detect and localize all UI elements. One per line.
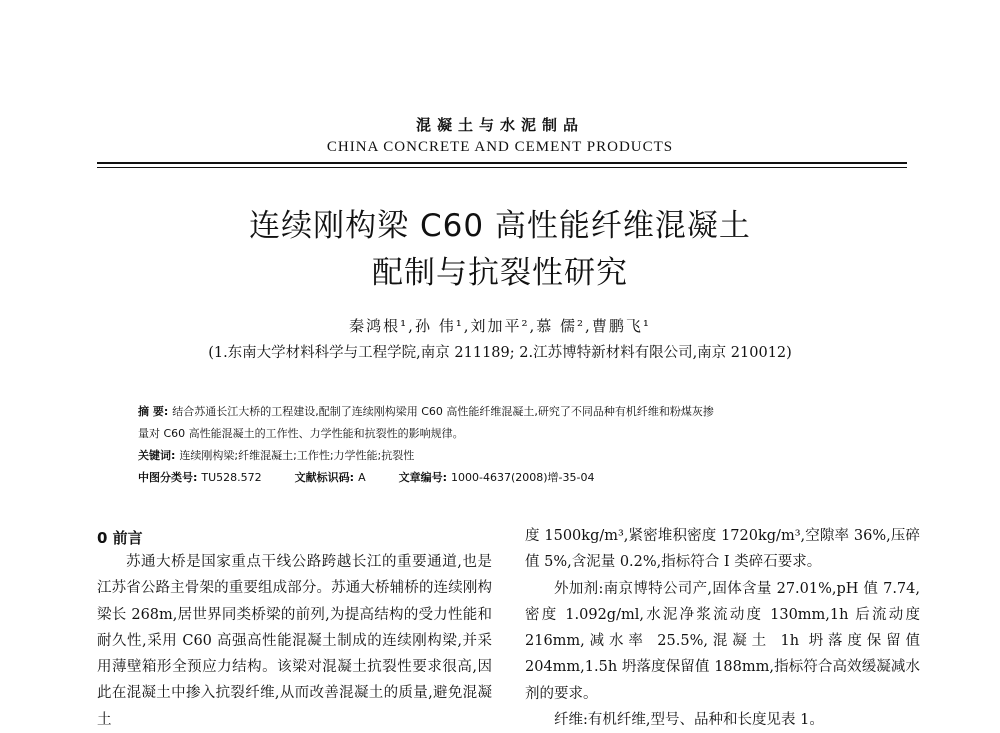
intro-paragraph: 苏通大桥是国家重点干线公路跨越长江的重要通道,也是江苏省公路主骨架的重要组成部分。苏通大桥辅桥的连续刚构梁长 268m,居世界同类桥梁的前列,为提高结构的受力性能和耐久性,采用 C60 高强高性能混凝土制成的连续刚构梁,并采用薄壁箱形全预应力结构。该梁对混凝土抗裂性要求很高,因此在混凝土中掺入抗裂纤维,从而改善混凝土的质量,避免混凝土 [97,554,492,728]
right-column [525,523,920,733]
author-list: 秦鸿根¹,孙 伟¹,刘加平²,慕 儒²,曹鹏飞¹ [349,317,651,335]
abstract-label: 摘 要: [138,405,169,418]
keywords-label: 关键词: [138,449,176,462]
left-column [97,549,492,733]
doc-code-value: A [358,471,366,484]
header-rule-thin [97,167,907,168]
admixture-paragraph: 外加剂:南京博特公司产,固体含量 27.01%,pH 值 7.74,密度 1.092g/ml,水泥净浆流动度 130mm,1h 后流动度 216mm,减水率 25.5%,混凝土 1h 坍落度保留值 204mm,1.5h 坍落度保留值 188mm,指标符合高效缓凝减水剂的要求。 [525,580,920,702]
fiber-paragraph: 纤维:有机纤维,型号、品种和长度见表 1。 [554,712,824,729]
clc-label: 中图分类号: [138,471,198,484]
abstract-line1 [138,403,714,419]
affiliations: (1.东南大学材料科学与工程学院,南京 211189; 2.江苏博特新材料有限公司,南京 210012) [208,345,792,361]
article-number-label: 文章编号: [398,471,448,484]
article-number-value: 1000-4637(2008)增-35-04 [451,471,595,484]
doc-code-label: 文献标识码: [294,471,355,484]
clc-value: TU528.572 [201,471,262,484]
abstract-line2: 量对 C60 高性能混凝土的工作性、力学性能和抗裂性的影响规律。 [138,427,464,440]
section-heading: 0 前言 [97,529,143,547]
classification-line [138,469,594,485]
journal-name-cn: 混凝土与水泥制品 [415,116,584,134]
paper-title-line1: 连续刚构梁 C60 高性能纤维混凝土 [249,208,751,244]
journal-name-en: CHINA CONCRETE AND CEMENT PRODUCTS [326,139,674,155]
header-rule-thick [97,162,907,164]
keywords-text: 连续刚构梁;纤维混凝土;工作性;力学性能;抗裂性 [179,449,415,462]
paper-title-line2: 配制与抗裂性研究 [372,255,628,291]
keywords-line [138,447,414,463]
abstract-text-1: 结合苏通长江大桥的工程建设,配制了连续刚构梁用 C60 高性能纤维混凝土,研究了不同品种有机纤维和粉煤灰掺 [172,405,714,418]
aggregate-paragraph: 度 1500kg/m³,紧密堆积密度 1720kg/m³,空隙率 36%,压碎值 5%,含泥量 0.2%,指标符合 Ⅰ 类碎石要求。 [525,528,920,571]
